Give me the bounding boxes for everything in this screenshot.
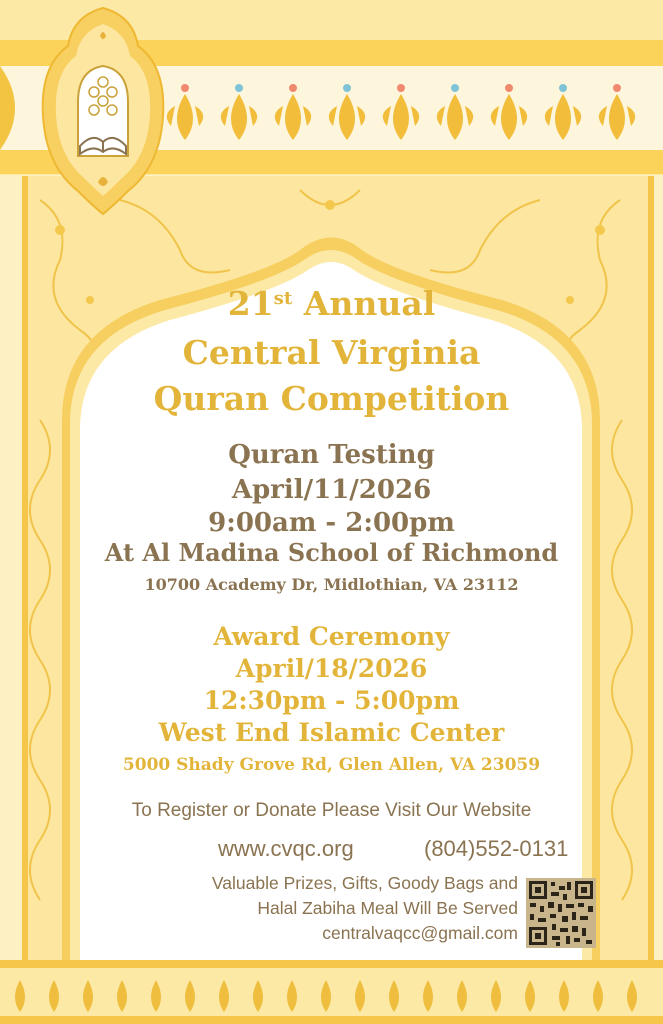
quran-book-arch-icon <box>38 6 168 216</box>
ceremony-address: 5000 Shady Grove Rd, Glen Allen, VA 23059 <box>122 755 541 775</box>
flower-motif <box>185 980 195 1012</box>
flower-motif <box>355 980 365 1012</box>
ceremony-venue: West End Islamic Center <box>158 718 505 747</box>
testing-address: 10700 Academy Dr, Midlothian, VA 23112 <box>144 575 519 594</box>
prizes-line-1: Valuable Prizes, Gifts, Goody Bags and <box>211 873 518 893</box>
flower-motif <box>627 980 637 1012</box>
flower-motif <box>525 980 535 1012</box>
flower-motif <box>423 980 433 1012</box>
flower-motif <box>253 980 263 1012</box>
title-line-1 <box>0 284 663 323</box>
testing-heading: Quran Testing <box>228 440 435 470</box>
email-link[interactable]: centralvaqcc@gmail.com <box>322 923 518 943</box>
ceremony-date: April/18/2026 <box>235 654 428 683</box>
register-line: To Register or Donate Please Visit Our Website <box>131 800 532 821</box>
flower-motif <box>151 980 161 1012</box>
bottom-floral-frieze <box>0 960 663 1024</box>
ceremony-heading: Award Ceremony <box>213 622 450 651</box>
flower-motif <box>15 980 25 1012</box>
testing-date: April/11/2026 <box>231 475 432 505</box>
ordinal-suffix: st <box>273 288 293 309</box>
flower-motif <box>593 980 603 1012</box>
ceremony-time: 12:30pm - 5:00pm <box>203 686 460 715</box>
flower-motif <box>491 980 501 1012</box>
flower-motif <box>389 980 399 1012</box>
website-link[interactable]: www.cvqc.org <box>218 836 354 861</box>
qr-code-icon[interactable] <box>526 878 596 948</box>
ordinal-number: 21 <box>227 284 274 323</box>
flower-motif <box>83 980 93 1012</box>
testing-time: 9:00am - 2:00pm <box>208 508 455 538</box>
prizes-line-2: Halal Zabiha Meal Will Be Served <box>257 898 518 918</box>
flower-motif <box>559 980 569 1012</box>
flower-motif <box>321 980 331 1012</box>
title-line-2: Central Virginia <box>182 333 481 372</box>
title-line-3: Quran Competition <box>153 379 510 418</box>
flower-motif <box>457 980 467 1012</box>
flower-motif <box>219 980 229 1012</box>
title-annual: Annual <box>292 284 436 323</box>
flower-motif <box>287 980 297 1012</box>
flower-motif <box>49 980 59 1012</box>
flower-motif <box>117 980 127 1012</box>
phone-number[interactable]: (804)552-0131 <box>424 836 569 861</box>
testing-venue: At Al Madina School of Richmond <box>104 538 559 567</box>
